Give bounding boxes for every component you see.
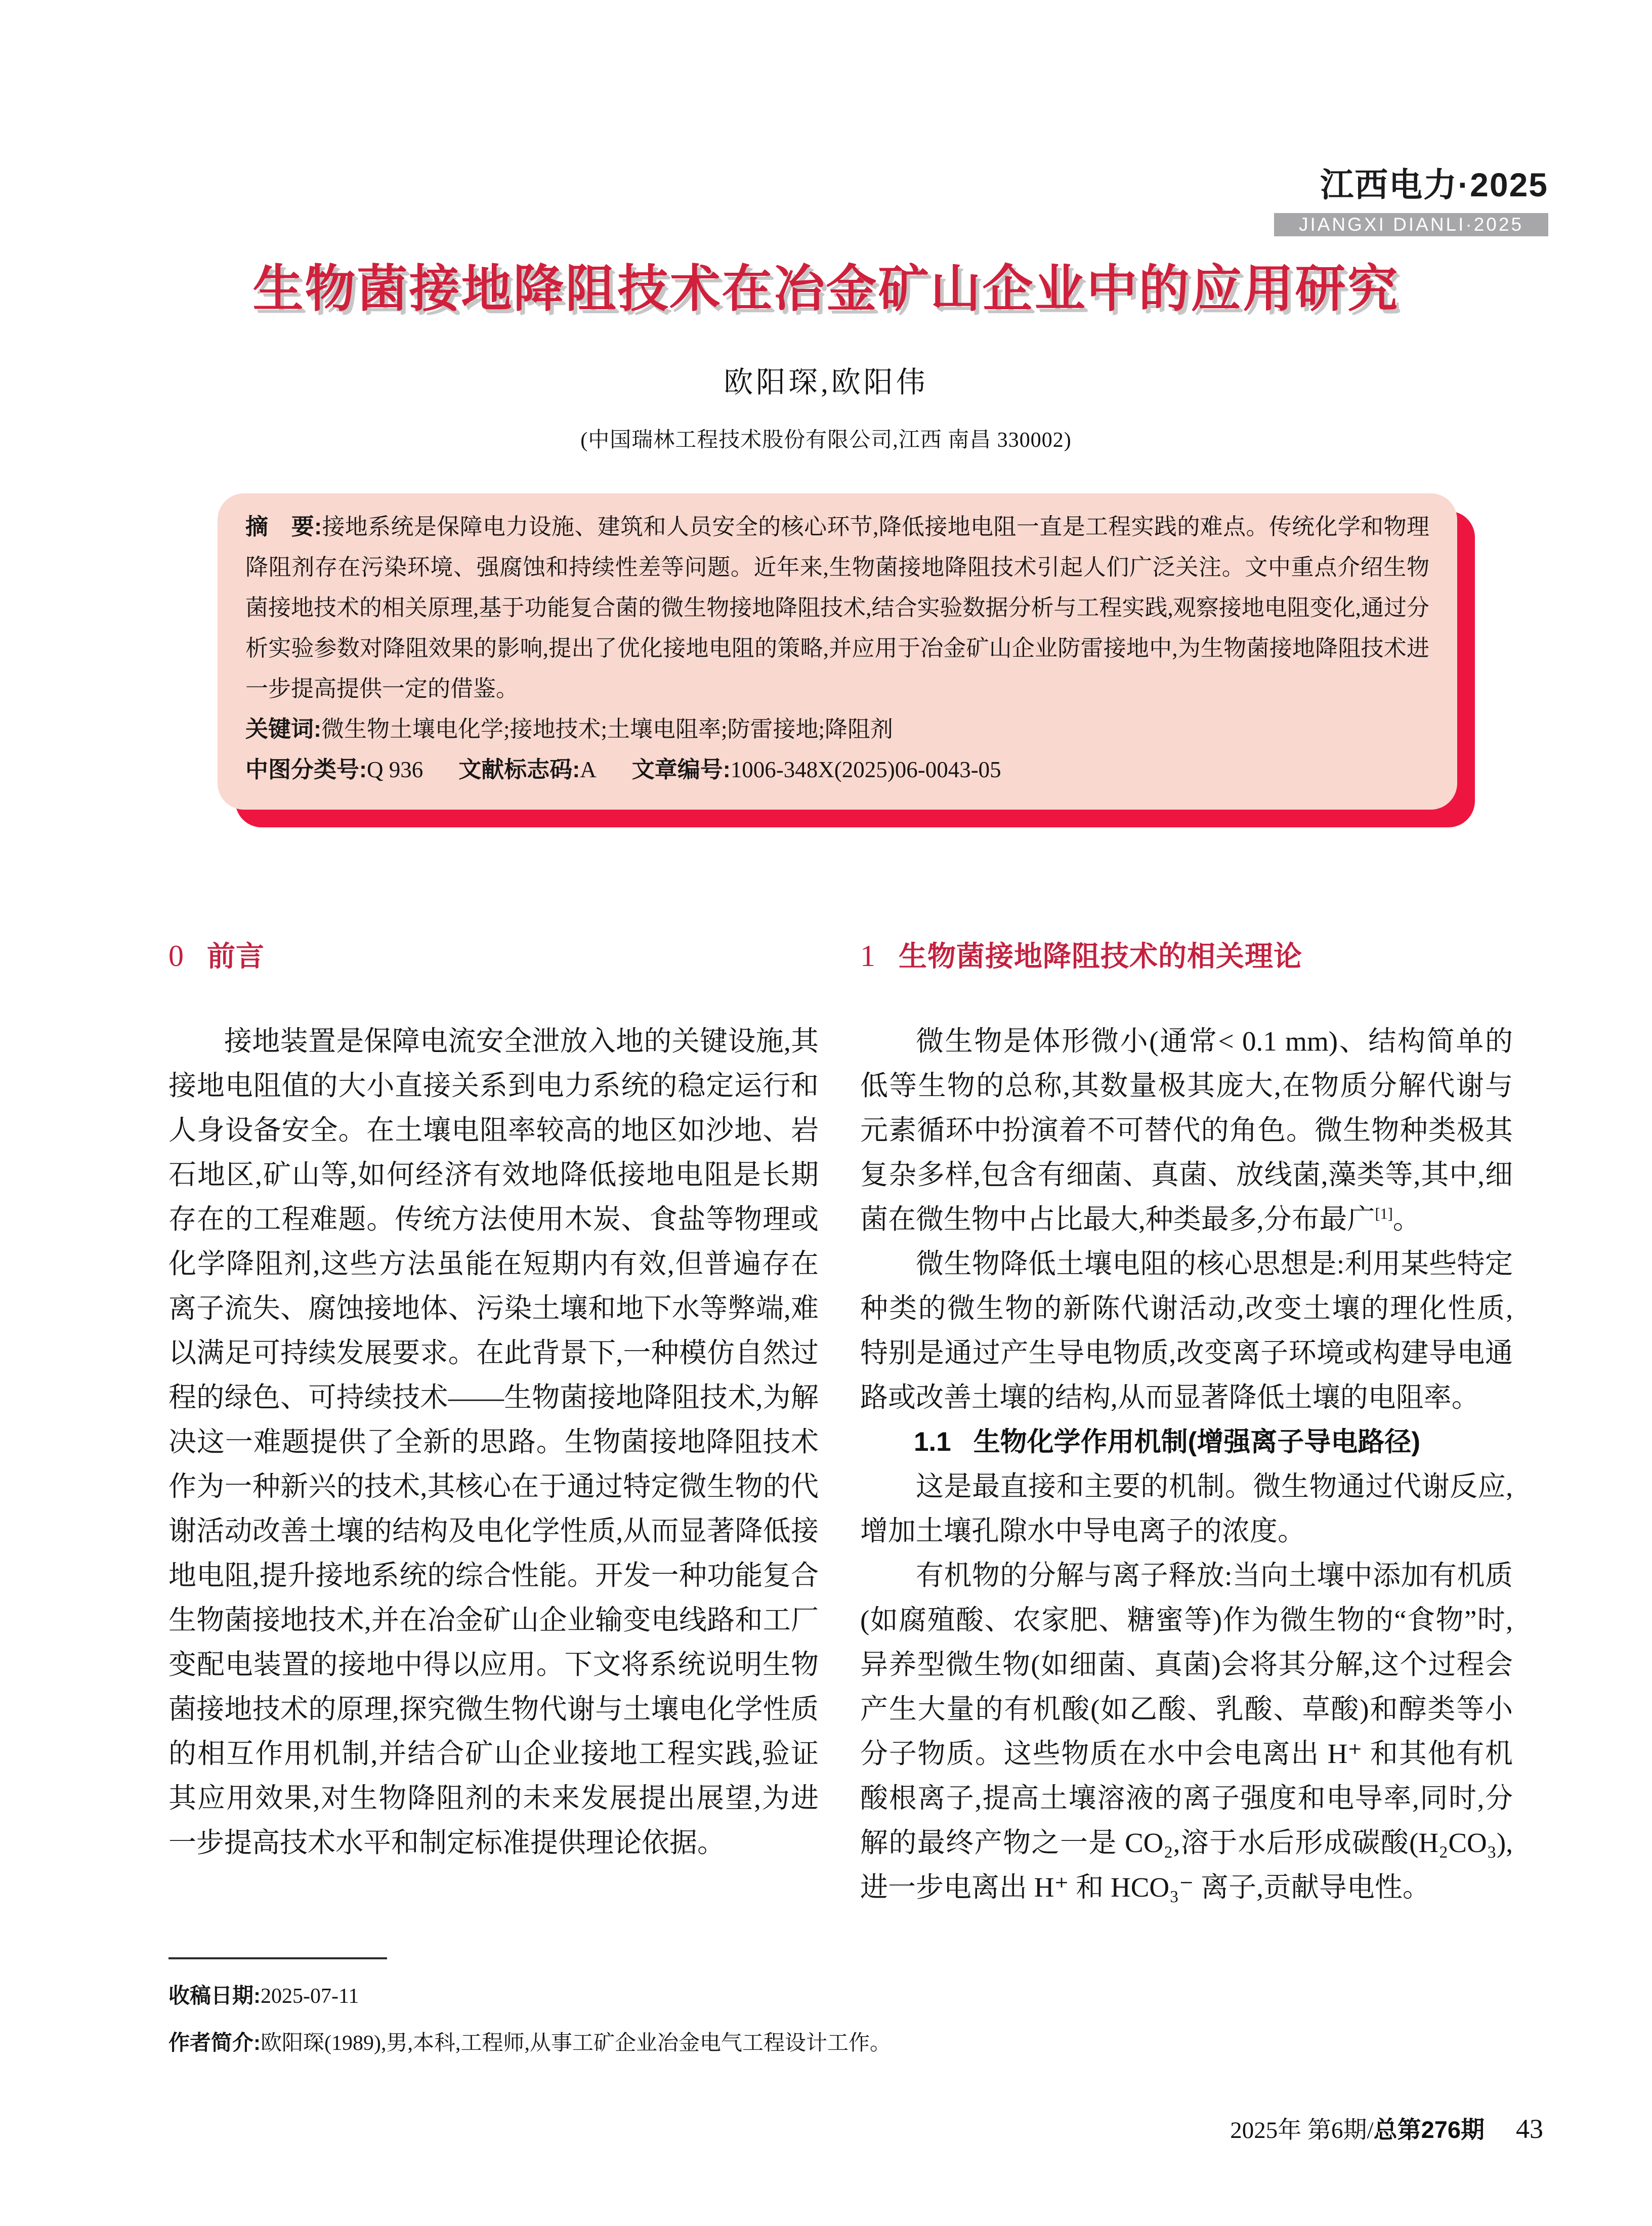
clc-label: 中图分类号: [245, 757, 367, 782]
theory-paragraph-2: 微生物降低土壤电阻的核心思想是:利用某些特定种类的微生物的新陈代谢活动,改变土壤的理化性质,特别是通过产生导电物质,改变离子环境或构建导电通路或改善土壤的结构,从而显著降低土壤的电阻率。 [860, 1248, 1513, 1413]
journal-name-cn: 江西电力·2025 [1320, 166, 1548, 203]
mechanism-paragraph-1: 这是最直接和主要的机制。微生物通过代谢反应,增加土壤孔隙水中导电离子的浓度。 [860, 1471, 1513, 1546]
theory-paragraph-1-text: 微生物是体形微小(通常< 0.1 mm)、结构简单的低等生物的总称,其数量极其庞大,在物质分解代谢与元素循环中扮演着不可替代的角色。微生物种类极其复杂多样,包含有细菌、真菌、放线菌,藻类等,其中,细菌在微生物中占比最大,种类最多,分布最广 [860, 1026, 1513, 1235]
section-1-heading [860, 934, 1302, 975]
clc-value: Q 936 [367, 757, 423, 782]
intro-paragraph: 接地装置是保障电流安全泄放入地的关键设施,其接地电阻值的大小直接关系到电力系统的稳定运行和人身设备安全。在土壤电阻率较高的地区如沙地、岩石地区,矿山等,如何经济有效地降低接地电阻是长期存在的工程难题。传统方法使用木炭、食盐等物理或化学降阻剂,这些方法虽能在短期内有效,但普遍存在离子流失、腐蚀接地体、污染土壤和地下水等弊端,难以满足可持续发展要求。在此背景下,一种模仿自然过程的绿色、可持续技术——生物菌接地降阻技术,为解决这一难题提供了全新的思路。生物菌接地降阻技术作为一种新兴的技术,其核心在于通过特定微生物的代谢活动改善土壤的结构及电化学性质,从而显著降低接地电阻,提升接地系统的综合性能。开发一种功能复合生物菌接地技术,并在冶金矿山企业输变电线路和工厂变配电装置的接地中得以应用。下文将系统说明生物菌接地技术的原理,探究微生物代谢与土壤电化学性质的相互作用机制,并结合矿山企业接地工程实践,验证其应用效果,对生物降阻剂的未来发展提出展望,为进一步提高技术水平和制定标准提供理论依据。 [168, 1026, 819, 1858]
subsection-1-1-number: 1.1 [914, 1427, 951, 1457]
keywords-label: 关键词: [245, 716, 321, 742]
subsection-1-1-heading [860, 1420, 1513, 1464]
theory-paragraph-1-tail: 。 [1392, 1204, 1421, 1235]
section-0-heading [168, 934, 265, 975]
abstract-text: 接地系统是保障电力设施、建筑和人员安全的核心环节,降低接地电阻一直是工程实践的难点。传统化学和物理降阻剂存在污染环境、强腐蚀和持续性差等问题。近年来,生物菌接地降阻技术引起人们广泛关注。文中重点介绍生物菌接地技术的相关原理,基于功能复合菌的微生物接地降阻技术,结合实验数据分析与工程实践,观察接地电阻变化,通过分析实验参数对降阻效果的影响,提出了优化接地电阻的策略,并应用于冶金矿山企业防雷接地中,为生物菌接地降阻技术进一步提高提供一定的借鉴。 [245, 514, 1430, 701]
footer-issue-total: 总第276期 [1373, 2116, 1485, 2143]
article-no-value: 1006-348X(2025)06-0043-05 [730, 757, 1001, 782]
received-date-label: 收稿日期: [168, 1984, 261, 2007]
classification-line [245, 749, 1429, 790]
author-bio-label: 作者简介: [168, 2031, 261, 2054]
received-date-line [168, 1983, 1504, 2009]
right-column [860, 1019, 1513, 1910]
footer-issue: 2025年 第6期/ [1230, 2117, 1374, 2144]
footnote-block [168, 1957, 1504, 2077]
subsection-1-1-title: 生物化学作用机制(增强离子导电路径) [973, 1427, 1420, 1457]
abstract-paragraph [245, 507, 1429, 709]
article-no-label: 文章编号: [631, 757, 731, 782]
abstract-label: 摘 要: [245, 514, 322, 539]
footer-page-number: 43 [1516, 2114, 1543, 2144]
footnote-rule [168, 1957, 387, 1959]
section-0-number: 0 [168, 939, 184, 973]
article-title: 生物菌接地降阻技术在冶金矿山企业中的应用研究 [252, 261, 1400, 317]
article-authors: 欧阳琛,欧阳伟 [724, 366, 928, 399]
doc-code-value: A [580, 757, 597, 782]
author-bio-value: 欧阳琛(1989),男,本科,工程师,从事工矿企业冶金电气工程设计工作。 [261, 2032, 891, 2055]
abstract-box [218, 493, 1457, 810]
mechanism-paragraph-2: 有机物的分解与离子释放:当向土壤中添加有机质(如腐殖酸、农家肥、糖蜜等)作为微生物的“食物”时,异养型微生物(如细菌、真菌)会将其分解,这个过程会产生大量的有机酸(如乙酸、乳酸、草酸)和醇类等小分子物质。这些物质在水中会电离出 H⁺ 和其他有机酸根离子,提高土壤溶液的离子强度和电导率,同时,分解的最终产物之一是 CO₂,溶于水后形成碳酸(H₂CO₃),进一步电离出 H⁺ 和 HCO₃⁻ 离子,贡献导电性。 [860, 1560, 1513, 1903]
journal-header [1274, 158, 1548, 236]
section-1-title: 生物菌接地降阻技术的相关理论 [899, 940, 1302, 972]
section-1-number: 1 [860, 939, 875, 973]
theory-paragraph-1 [860, 1019, 1513, 1242]
received-date-value: 2025-07-11 [261, 1985, 359, 2008]
doc-code-label: 文献标志码: [458, 757, 580, 782]
section-0-title: 前言 [207, 940, 265, 972]
journal-name-en: JIANGXI DIANLI·2025 [1298, 214, 1524, 235]
article-affiliation: (中国瑞林工程技术股份有限公司,江西 南昌 330002) [580, 429, 1072, 452]
reference-1-marker: [1] [1375, 1205, 1393, 1223]
keywords-line [245, 709, 1429, 749]
keywords-text: 微生物土壤电化学;接地技术;土壤电阻率;防雷接地;降阻剂 [321, 717, 894, 742]
author-bio-line [168, 2030, 1504, 2056]
page-footer [1230, 2111, 1543, 2145]
journal-name-bar [1274, 213, 1548, 236]
left-column [168, 1019, 819, 1865]
